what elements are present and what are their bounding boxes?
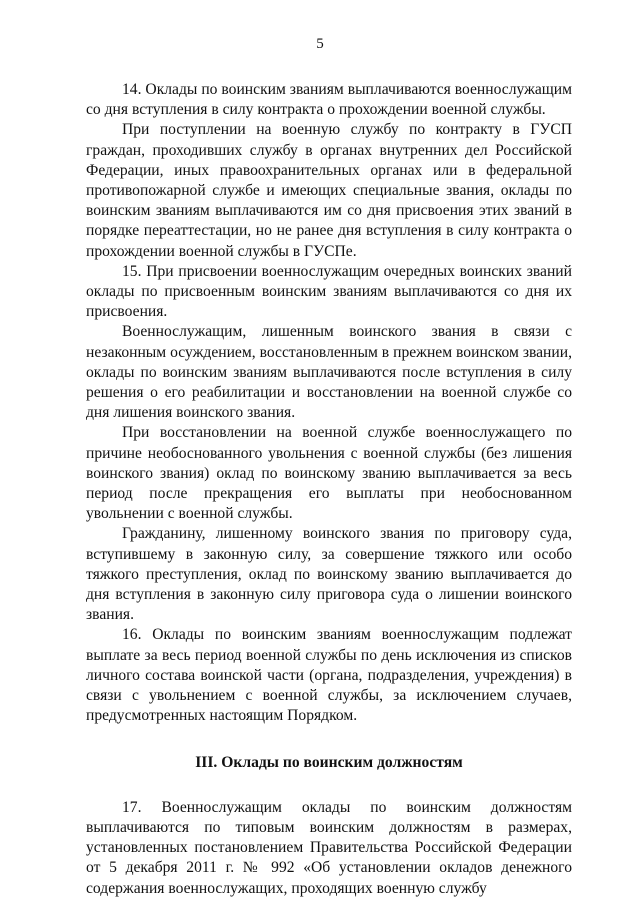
paragraph-gusp-admission: При поступлении на военную службу по контракту в ГУСП граждан, проходивших службу в органах внутренних дел Российской Федерации, иных правоохранительных органах или в федеральной противопожарной службе и имеющих специальные звания, оклады по воинским званиям выплачиваются им со дня присвоения этих званий в порядке переаттестации, но не ранее дня вступления в силу контракта о прохождении военной службы в ГУСПе. xyxy=(86,121,572,260)
paragraph-rehabilitation: Военнослужащим, лишенным воинского звания в связи с незаконным осуждением, восстановленным в прежнем воинском звании, оклады по воинским званиям выплачиваются после вступления в силу решения о его реабилитации и восстановлении на военной службе со дня лишения воинского звания. xyxy=(86,323,572,422)
section-heading: III. Оклады по воинским должностям xyxy=(195,753,463,771)
paragraph-reinstatement: При восстановлении на военной службе военнослужащего по причине необоснованного увольнения с военной службы (без лишения воинского звания) оклад по воинскому званию выплачивается за весь период после прекращения его выплаты при необоснованном увольнении с военной службы. xyxy=(86,424,572,523)
paragraph-17: 17. Военнослужащим оклады по воинским должностям выплачиваются по типовым воинским должностям в размерах, установленных постановлением Правительства Российской Федерации от 5 декабря 2011 г. № 992 «Об установлении окладов денежного содержания военнослужащих, проходящих военную службу xyxy=(86,798,572,897)
paragraph-16: 16. Оклады по воинским званиям военнослужащим подлежат выплате за весь период военной службы по день исключения из списков личного состава воинской части (органа, подразделения, учреждения) в связи с увольнением с военной службы, за исключением случаев, предусмотренных настоящим Порядком. xyxy=(86,626,572,725)
paragraph-court-sentence: Гражданину, лишенному воинского звания по приговору суда, вступившему в законную силу, за совершение тяжкого или особо тяжкого преступления, оклад по воинскому званию выплачивается до дня вступления в законную силу приговора суда о лишении воинского звания. xyxy=(86,525,572,624)
page-number: 5 xyxy=(316,36,324,52)
paragraph-15: 15. При присвоении военнослужащим очередных воинских званий оклады по присвоенным воинским званиям выплачиваются со дня их присвоения. xyxy=(86,262,572,321)
paragraph-14: 14. Оклады по воинским званиям выплачиваются военнослужащим со дня вступления в силу контракта о прохождении военной службы. xyxy=(86,81,572,119)
document-body xyxy=(86,80,572,899)
